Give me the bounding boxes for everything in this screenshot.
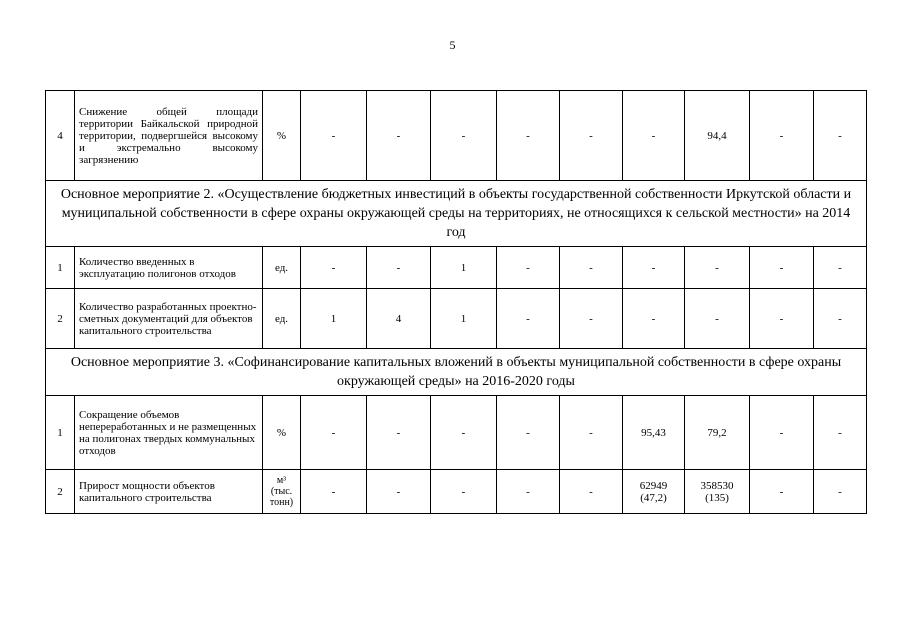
unit-line: тонн) [269,497,294,508]
indicator-name: Количество разработанных проектно-сметных документаций для объектов капитального строительства [75,289,263,349]
indicator-name: Снижение общей площади территории Байкальской природной территории, подвергшейся высокому и экстремально высокому загрязнению [75,91,263,181]
table-row [46,247,867,289]
row-number: 2 [46,289,75,349]
value-cell: - [814,289,867,349]
value-cell: - [560,289,623,349]
value-cell: - [431,91,497,181]
value-cell: - [623,289,685,349]
value-cell: 1 [431,289,497,349]
unit-line: (тыс. [270,486,293,497]
value-cell: 94,4 [685,91,750,181]
value-cell: - [560,396,623,470]
table-row [46,396,867,470]
indicator-name: Сокращение объемов непереработанных и не размещенных на полигонах твердых коммунальных отходов [75,396,263,470]
value-cell: - [367,91,431,181]
row-number: 1 [46,396,75,470]
value-cell: - [301,247,367,289]
table-row [46,289,867,349]
indicator-name: Количество введенных в эксплуатацию полигонов отходов [75,247,263,289]
indicators-table [45,90,867,514]
row-number: 1 [46,247,75,289]
value-cell: - [750,91,814,181]
value-cell: - [497,470,560,514]
value-cell: - [685,289,750,349]
value-cell: 62949 (47,2) [623,470,685,514]
section-row [46,349,867,396]
row-number: 2 [46,470,75,514]
row-number: 4 [46,91,75,181]
value-cell: - [750,470,814,514]
table-row [46,91,867,181]
value-cell: - [497,247,560,289]
value-cell: 358530 (135) [685,470,750,514]
value-cell: - [497,396,560,470]
unit-cell: ед. [263,247,301,289]
value-cell: - [750,396,814,470]
table-row [46,470,867,514]
value-cell: - [814,396,867,470]
unit-line: м³ [276,475,287,486]
section-heading: Основное мероприятие 2. «Осуществление бюджетных инвестиций в объекты государственной собственности Иркутской области и муниципальной собственности в сфере охраны окружающей среды на территориях, не относящихся к сельской местности» на 2014 год [46,181,867,247]
value-cell: 1 [431,247,497,289]
value-cell: - [623,91,685,181]
value-cell: 79,2 [685,396,750,470]
value-cell: - [814,247,867,289]
value-cell: - [367,247,431,289]
unit-cell: % [263,91,301,181]
value-cell: - [814,91,867,181]
value-cell: - [750,247,814,289]
value-cell: - [685,247,750,289]
unit-cell: % [263,396,301,470]
value-cell: - [750,289,814,349]
value-cell: - [301,396,367,470]
value-cell: 4 [367,289,431,349]
value-cell: - [301,91,367,181]
value-cell: - [367,470,431,514]
value-cell: - [367,396,431,470]
page-number: 5 [449,38,456,52]
value-cell: - [497,91,560,181]
section-heading: Основное мероприятие 3. «Софинансирование капитальных вложений в объекты муниципальной собственности в сфере охраны окружающей среды» на 2016-2020 годы [46,349,867,396]
value-cell: - [301,470,367,514]
value-cell: - [431,470,497,514]
indicator-name: Прирост мощности объектов капитального строительства [75,470,263,514]
value-cell: - [560,91,623,181]
value-cell: - [431,396,497,470]
value-cell: - [560,470,623,514]
value-cell: - [560,247,623,289]
value-cell: 1 [301,289,367,349]
value-cell: 95,43 [623,396,685,470]
value-cell: - [497,289,560,349]
section-row [46,181,867,247]
unit-cell: ед. [263,289,301,349]
unit-cell [263,470,301,514]
value-cell: - [623,247,685,289]
value-cell: - [814,470,867,514]
